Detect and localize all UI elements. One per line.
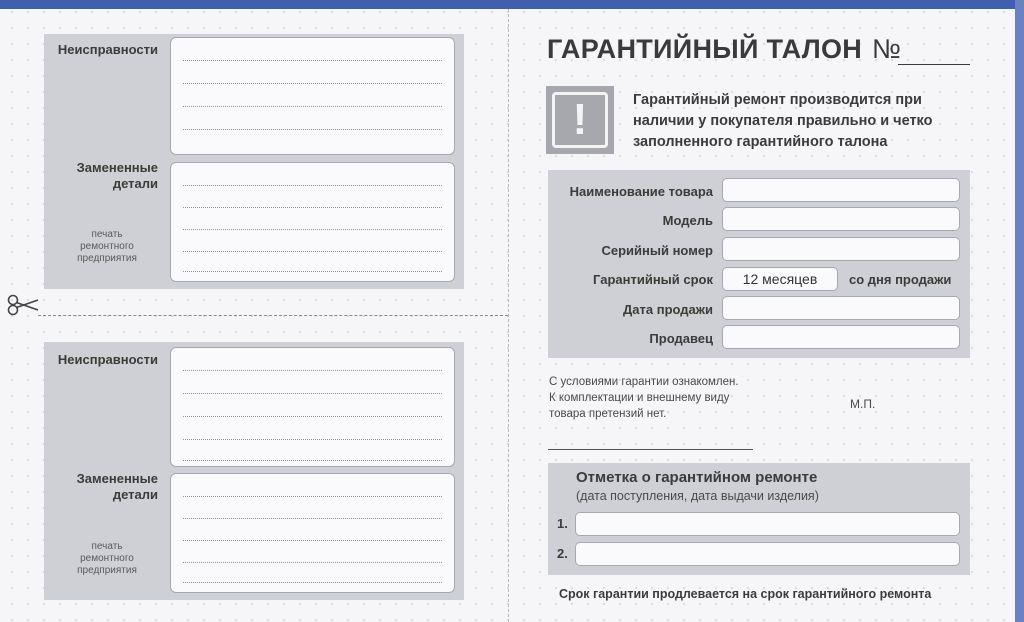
parts-label-2 [48,471,158,503]
product-name-field[interactable] [722,178,960,202]
faults-field-2[interactable] [170,347,455,467]
faults-label-2: Неисправности [57,352,158,367]
repair-row-2-number: 2. [557,546,568,561]
faults-field[interactable] [170,37,455,155]
stamp-caption [62,229,152,265]
repair-row-1-field[interactable] [575,512,960,536]
fold-line [508,9,509,622]
stamp-line-3: предприятия [77,253,137,264]
card-title: ГАРАНТИЙНЫЙ ТАЛОН [547,34,863,64]
warranty-period-label: Гарантийный срок [593,272,713,287]
faults-label: Неисправности [57,42,158,57]
stamp-place-label: М.П. [850,397,876,411]
warranty-period-suffix: со дня продажи [849,272,952,287]
top-edge-strip [0,0,1024,9]
stamp-caption-2 [62,541,152,577]
repair-row-1-number: 1. [557,516,568,531]
cut-line [38,315,508,316]
exclamation-icon: ! [546,86,614,154]
repair-record-title: Отметка о гарантийном ремонте [576,469,818,486]
parts-label-2-line-2: детали [112,487,158,502]
warning-text: Гарантийный ремонт производится при наличии у покупателя правильно и четко заполненного гарантийного талона [633,92,933,150]
terms-line-3: товара претензий нет. [549,408,667,420]
right-edge-strip [1015,0,1024,622]
serial-field[interactable] [722,237,960,261]
stamp-2-line-3: предприятия [77,565,137,576]
parts-label [48,160,158,192]
terms-line-2: К комплектации и внешнему виду [549,392,730,404]
scissors-icon [6,293,40,317]
replaced-parts-field[interactable] [170,162,455,282]
seller-field[interactable] [722,325,960,349]
stamp-line-2: ремонтного [80,241,134,252]
parts-label-2-line-1: Замененные [76,471,158,486]
model-label: Модель [662,213,713,228]
terms-line-1: С условиями гарантии ознакомлен. [549,376,739,388]
product-name-label: Наименование товара [569,184,713,199]
repair-row-2-field[interactable] [575,542,960,566]
parts-label-line-2: детали [112,176,158,191]
sale-date-field[interactable] [722,296,960,320]
warranty-period-value: 12 месяцев [722,267,838,291]
parts-label-line-1: Замененные [76,160,158,175]
card-number-field[interactable] [898,64,970,65]
stamp-line-1: печать [91,229,123,240]
terms-text [549,374,789,422]
number-sign: № [872,34,901,64]
serial-label: Серийный номер [601,243,713,258]
repair-record-subtitle: (дата поступления, дата выдачи изделия) [576,489,819,503]
stamp-2-line-2: ремонтного [80,553,134,564]
replaced-parts-field-2[interactable] [170,473,455,593]
footer-note: Срок гарантии продлевается на срок гарантийного ремонта [559,587,932,601]
stamp-2-line-1: печать [91,541,123,552]
model-field[interactable] [722,207,960,231]
sale-date-label: Дата продажи [623,302,713,317]
signature-line[interactable] [548,449,753,450]
seller-label: Продавец [649,331,713,346]
